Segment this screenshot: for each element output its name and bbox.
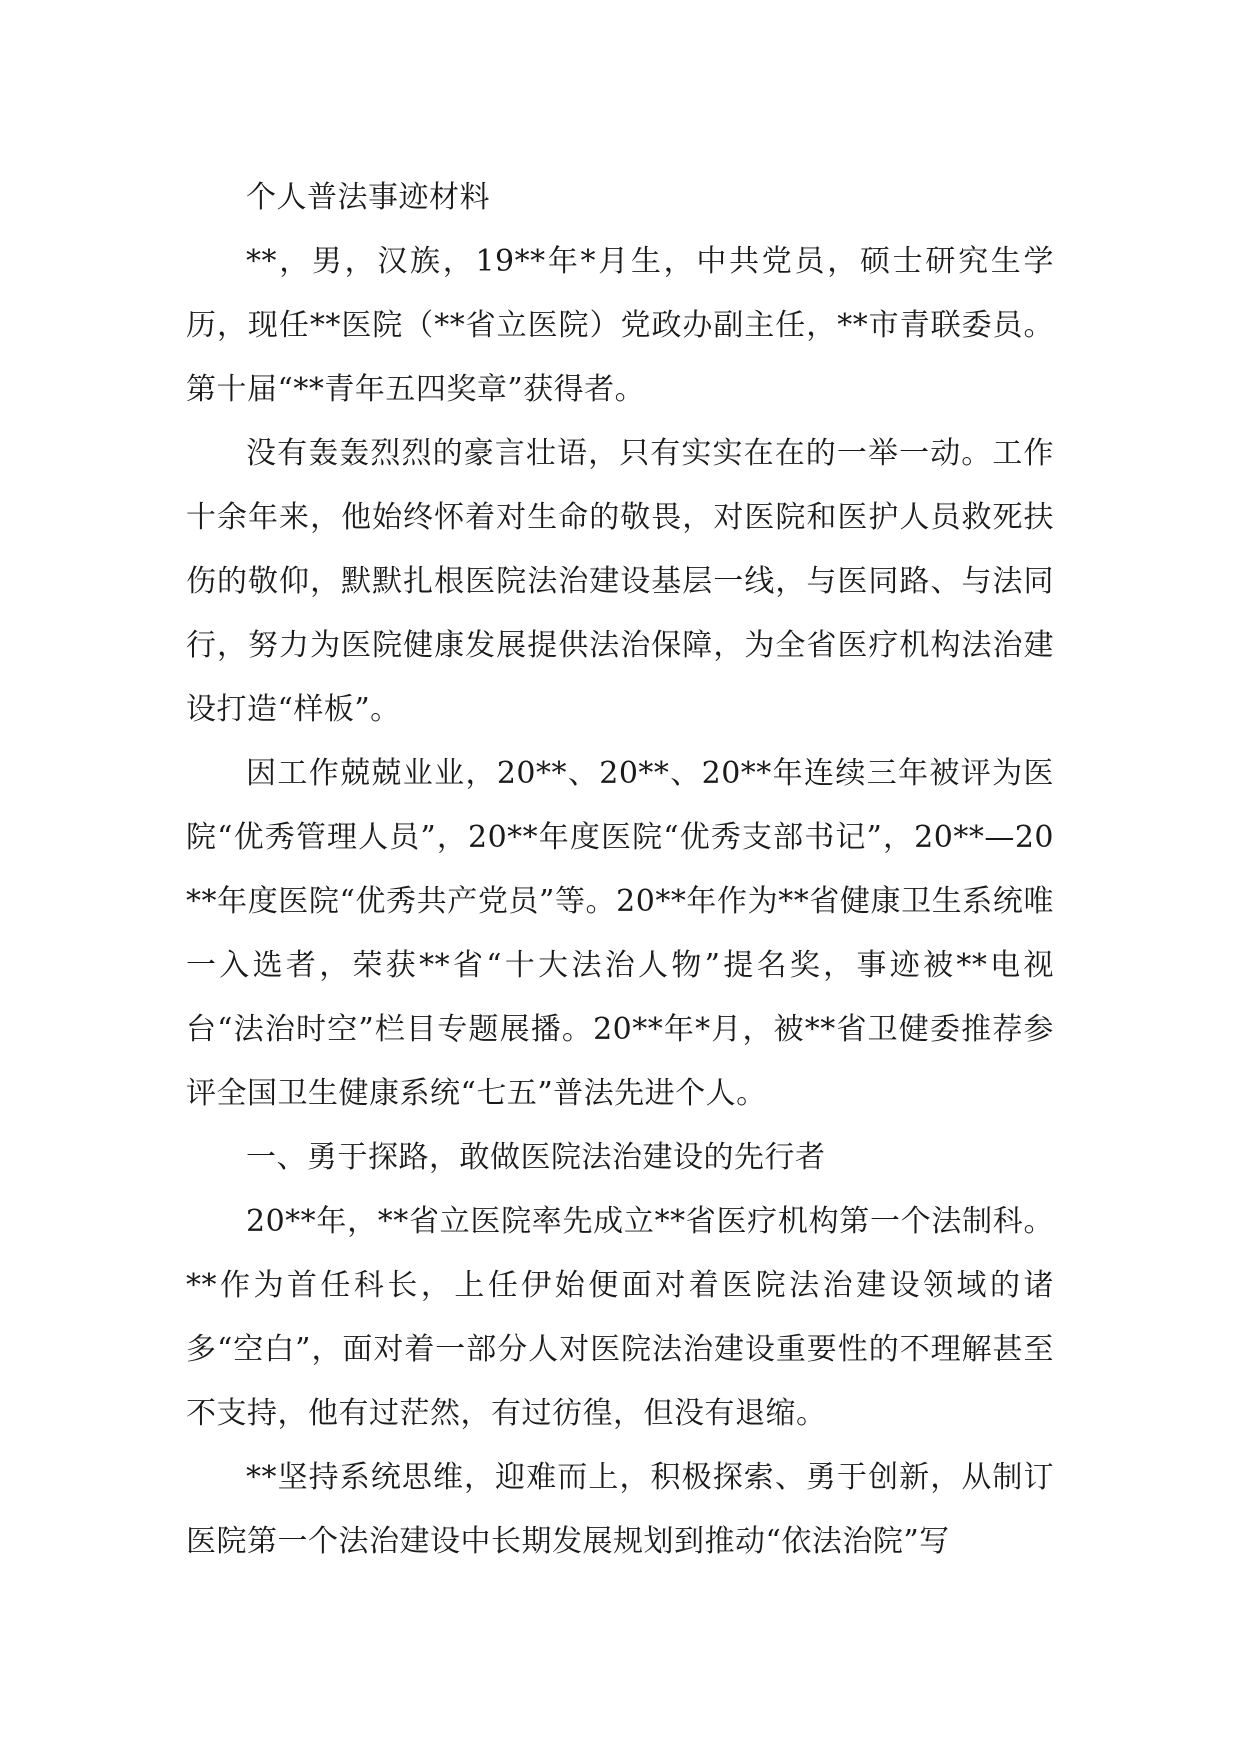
paragraph-legal-department: 20**年，**省立医院率先成立**省医疗机构第一个法制科。**作为首任科长，上任伊始便面对着医院法治建设领域的诸多“空白”，面对着一部分人对医院法治建设重要性的不理解甚至不支持，他有过茫然，有过彷徨，但没有退缩。 — [186, 1204, 1054, 1431]
paragraph-dedication: 没有轰轰烈烈的豪言壮语，只有实实在在的一举一动。工作十余年来，他始终怀着对生命的敬畏，对医院和医护人员救死扶伤的敬仰，默默扎根医院法治建设基层一线，与医同路、与法同行，努力为医院健康发展提供法治保障，为全省医疗机构法治建设打造“样板”。 — [186, 436, 1054, 727]
paragraph-intro: **，男，汉族，19**年*月生，中共党员，硕士研究生学历，现任**医院（**省立医院）党政办副主任，**市青联委员。第十届“**青年五四奖章”获得者。 — [186, 244, 1054, 407]
paragraph-systematic-thinking: **坚持系统思维，迎难而上，积极探索、勇于创新，从制订医院第一个法治建设中长期发展规划到推动“依法治院”写 — [186, 1460, 1054, 1559]
document-page — [186, 166, 1054, 1574]
paragraph-honors: 因工作兢兢业业，20**、20**、20**年连续三年被评为医院“优秀管理人员”，20**年度医院“优秀支部书记”，20**—20**年度医院“优秀共产党员”等。20**年作为**省健康卫生系统唯一入选者，荣获**省“十大法治人物”提名奖，事迹被**电视台“法治时空”栏目专题展播。20**年*月，被**省卫健委推荐参评全国卫生健康系统“七五”普法先进个人。 — [186, 756, 1054, 1111]
section-heading-1: 一、勇于探路，敢做医院法治建设的先行者 — [246, 1140, 826, 1175]
document-title: 个人普法事迹材料 — [246, 180, 490, 215]
